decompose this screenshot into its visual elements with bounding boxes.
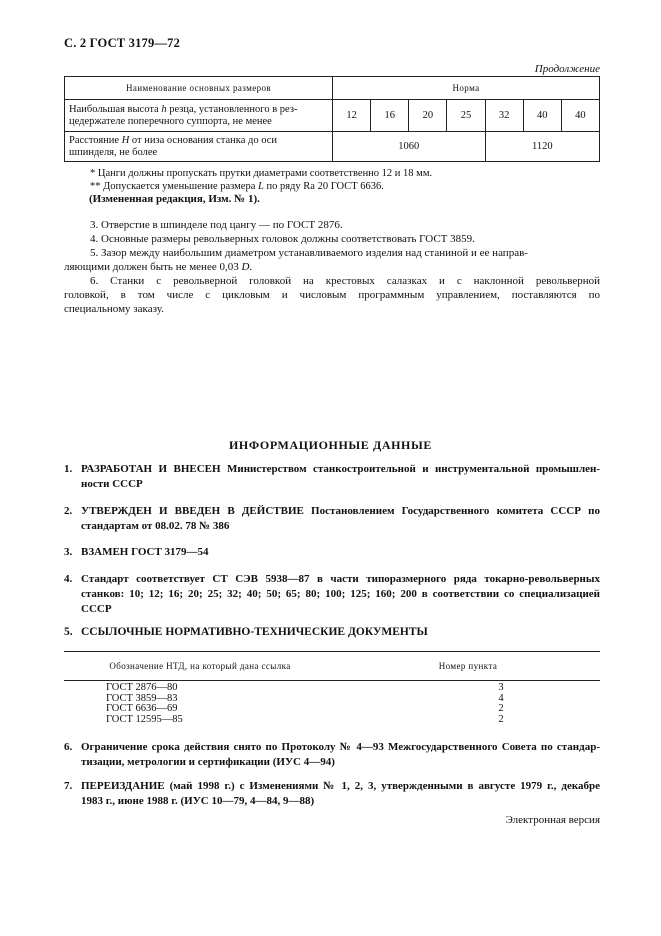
table-row <box>64 715 600 726</box>
dimensions-table <box>64 76 600 162</box>
row1-value: 40 <box>561 100 599 132</box>
info-title: ИНФОРМАЦИОННЫЕ ДАННЫЕ <box>229 438 432 452</box>
paragraph-6-line-2: головкой, в том числе с цикловым и числовым программным управлением, поставляются по <box>64 289 600 301</box>
col-header-norm: Норма <box>333 77 600 100</box>
col-header-document: Обозначение НТД, на который дана ссылка <box>64 652 336 681</box>
row1-value: 12 <box>333 100 371 132</box>
row1-value: 16 <box>371 100 409 132</box>
row2-description: Расстояние H от низа основания станка до оси шпинделя, не более <box>65 132 333 162</box>
footnote-amendment: (Измененная редакция, Изм. № 1). <box>89 193 260 205</box>
info-item-5: 5. ССЫЛОЧНЫЕ НОРМАТИВНО-ТЕХНИЧЕСКИЕ ДОКУМЕНТЫ <box>64 626 428 638</box>
footnotes <box>90 168 432 206</box>
col-header-item-number: Номер пункта <box>336 652 600 681</box>
info-item-3: 3. ВЗАМЕН ГОСТ 3179—54 <box>64 546 209 558</box>
row2-value: 1060 <box>333 132 486 162</box>
ref-doc: ГОСТ 6636—69 <box>106 703 178 714</box>
ref-doc: ГОСТ 2876—80 <box>106 682 178 693</box>
table-row <box>64 683 600 694</box>
body-paragraphs <box>64 218 600 316</box>
continuation-label: Продолжение <box>534 63 600 75</box>
row2-value: 1120 <box>485 132 599 162</box>
footer-electronic-version: Электронная версия <box>505 814 600 826</box>
info-item-7: 7. ПЕРЕИЗДАНИЕ (май 1998 г.) с Изменениями № 1, 2, 3, утвержденными в августе 1979 г., декабре 1983 г., июне 1988 г. (ИУС 10—79, 4—84, 9—88) <box>64 780 600 807</box>
paragraph-6-line-1: 6. Станки с револьверной головкой на крестовых салазках и с наклонной револьверной <box>90 275 600 287</box>
ref-item: 2 <box>498 703 504 714</box>
ref-item: 4 <box>498 692 504 704</box>
row1-value: 25 <box>447 100 485 132</box>
info-item-4: 4. Стандарт соответствует СТ СЭВ 5938—87 в части типоразмерного ряда токарно-револьверных станков: 10; 12; 16; 20; 25; 32; 40; 50; 65; 80; 100; 125; 160; 200 в соответствии со специализацией СССР <box>64 573 600 615</box>
paragraph-3: 3. Отверстие в шпинделе под цангу — по ГОСТ 2876. <box>90 219 343 231</box>
footnote-2: ** Допускается уменьшение размера L по ряду Ra 20 ГОСТ 6636. <box>90 180 384 192</box>
info-item-2: 2. УТВЕРЖДЕН И ВВЕДЕН В ДЕЙСТВИЕ Постановлением Государственного комитета СССР по стандартам от 08.02. 78 № 386 <box>64 505 600 532</box>
row1-value: 32 <box>485 100 523 132</box>
paragraph-4: 4. Основные размеры револьверных головок должны соответствовать ГОСТ 3859. <box>90 233 475 245</box>
paragraph-6-line-3: специальному заказу. <box>64 303 164 315</box>
references-table <box>64 651 600 725</box>
col-header-dimensions: Наименование основных размеров <box>65 77 333 100</box>
info-item-6: 6. Ограничение срока действия снято по Протоколу № 4—93 Межгосударственного Совета по стандар- тизации, метрологии и сертификации (ИУС 4—94) <box>64 741 600 768</box>
footnote-1: * Цанги должны пропускать прутки диаметрами соответственно 12 и 18 мм. <box>90 168 433 179</box>
page-header: С. 2 ГОСТ 3179—72 <box>64 36 181 50</box>
paragraph-5-line-1: 5. Зазор между наибольшим диаметром устанавливаемого изделия над станиной и ее направ- <box>90 247 528 259</box>
ref-doc: ГОСТ 12595—85 <box>106 713 183 725</box>
paragraph-5-line-2: ляющими должен быть не менее 0,03 D. <box>64 261 253 273</box>
ref-item: 3 <box>498 682 504 693</box>
info-item-1: 1. РАЗРАБОТАН И ВНЕСЕН Министерством станкостроительной и инструментальной промышлен- ности СССР <box>64 463 600 490</box>
table-row <box>64 704 600 715</box>
row1-value: 20 <box>409 100 447 132</box>
ref-item: 2 <box>498 713 504 725</box>
ref-doc: ГОСТ 3859—83 <box>106 692 178 704</box>
row1-value: 40 <box>523 100 561 132</box>
row1-description: Наибольшая высота h резца, установленного в рез- цедержателе поперечного суппорта, не менее <box>65 100 333 132</box>
